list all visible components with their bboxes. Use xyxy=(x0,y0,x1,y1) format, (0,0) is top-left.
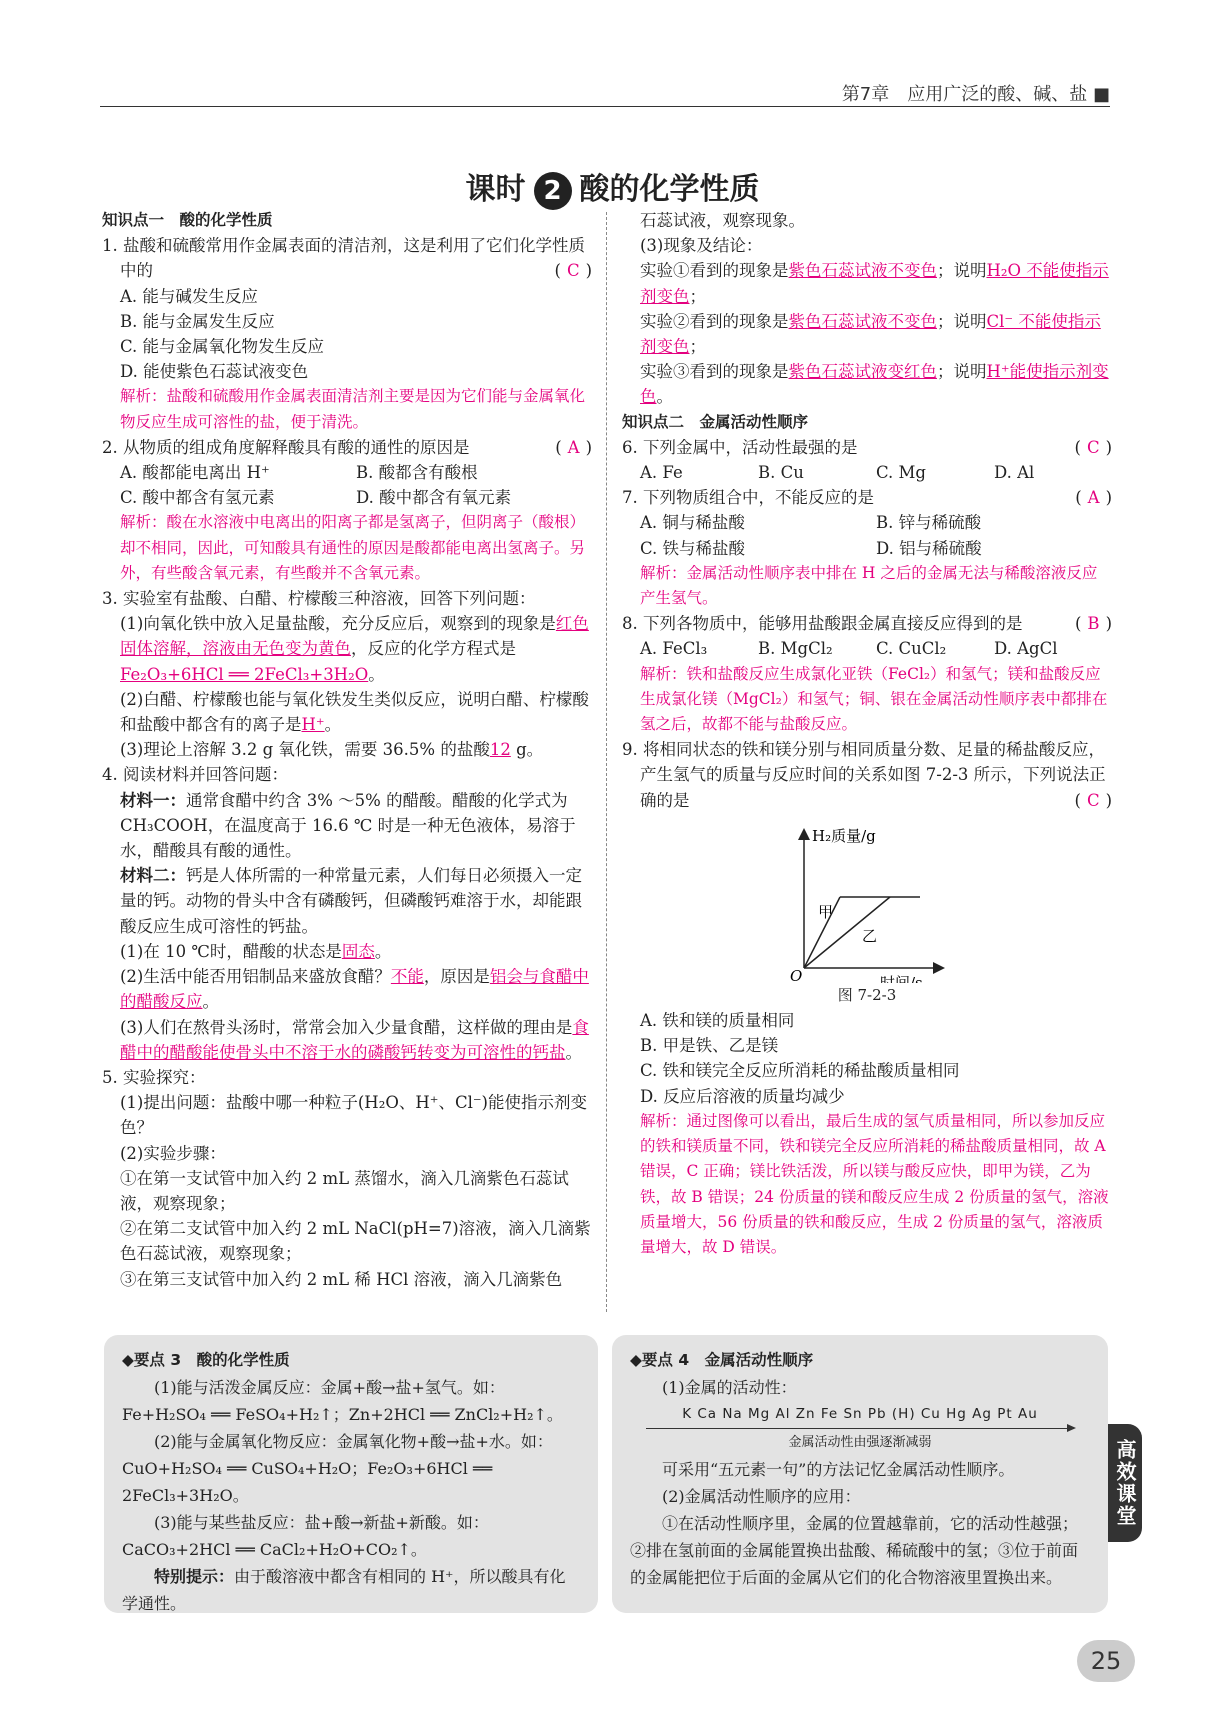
answer: A xyxy=(1087,488,1100,508)
question-8: 8. 下列各物质中，能够用盐酸跟金属直接反应得到的是 ( B ) xyxy=(622,614,1112,634)
material-2: 材料二：钙是人体所需的一种常量元素，人们每日必须摄入一定量的钙。动物的骨头中含有磷酸钙，但磷酸钙难溶于水，却能跟酸反应生成可溶性的钙盐。 xyxy=(120,866,582,936)
title-text: 酸的化学性质 xyxy=(579,172,760,207)
label-yi: 乙 xyxy=(862,926,878,945)
q5-part2: (2)实验步骤： xyxy=(120,1143,226,1163)
key-point-3-box xyxy=(104,1335,598,1613)
q5-part1: (1)提出问题：盐酸中哪一种粒子(H₂O、H⁺、Cl⁻)能使指示剂变色？ xyxy=(120,1093,587,1138)
left-column xyxy=(102,208,592,1292)
answer: C xyxy=(566,261,580,281)
explanation: 解析：金属活动性顺序表中排在 H 之后的金属无法与稀酸溶液反应产生氢气。 xyxy=(640,563,1098,608)
options-row: A. FeCl₃ B. MgCl₂ C. CuCl₂ D. AgCl xyxy=(640,639,1058,659)
y-axis-label: H₂质量/g xyxy=(812,826,876,845)
section-heading: 知识点二 金属活动性顺序 xyxy=(622,412,809,431)
section-heading: 知识点一 酸的化学性质 xyxy=(102,211,273,229)
answer: B xyxy=(1087,614,1100,634)
side-tab: 高效课堂 xyxy=(1108,1424,1142,1542)
q5-part3: (3)现象及结论： xyxy=(640,236,763,256)
option: D. 能使紫色石蕊试液变色 xyxy=(120,362,309,382)
column-divider xyxy=(606,212,607,1312)
question-2: 2. 从物质的组成角度解释酸具有酸的通性的原因是 ( A ) xyxy=(102,437,592,457)
option: C. 能与金属氧化物发生反应 xyxy=(120,337,325,357)
metal-activity-series: K Ca Na Mg Al Zn Fe Sn Pb (H) Cu Hg Ag Pt Au xyxy=(682,1406,1038,1422)
explanation: 解析：盐酸和硫酸用作金属表面清洁剂主要是因为它们能与金属氧化物反应生成可溶性的盐，便于清洗。 xyxy=(120,387,586,431)
x-axis-label: 时间/s xyxy=(880,973,923,983)
material-1: 材料一：通常食醋中约含 3% ～5% 的醋酸。醋酸的化学式为 CH₃COOH，在温度高于 16.6 ℃ 时是一种无色液体，易溶于水，醋酸具有酸的通性。 xyxy=(120,790,576,861)
q5-step: ①在第一支试管中加入约 2 mL 蒸馏水，滴入几滴紫色石蕊试液，观察现象； xyxy=(120,1168,569,1213)
right-column xyxy=(622,208,1112,1260)
option: A. 铁和镁的质量相同 xyxy=(640,1011,795,1031)
activity-arrow xyxy=(646,1428,1074,1429)
chapter-title: 第7章 应用广泛的酸、碱、盐 ■ xyxy=(841,84,1110,105)
q3-part3: (3)理论上溶解 3.2 g 氧化铁，需要 36.5% 的盐酸12 g。 xyxy=(120,740,544,760)
box-paragraph: ①在活动性顺序里，金属的位置越靠前，它的活动性越强；②排在氢前面的金属能置换出盐酸、稀硫酸中的氢；③位于前面的金属能把位于后面的金属从它们的化合物溶液里置换出来。 xyxy=(630,1514,1079,1587)
key-point-4-box xyxy=(612,1335,1108,1613)
q4-part3: (3)人们在熬骨头汤时，常常会加入少量食醋，这样做的理由是食醋中的醋酸能使骨头中不溶于水的磷酸钙转变为可溶性的钙盐。 xyxy=(120,1017,589,1062)
question-4: 4. 阅读材料并回答问题： xyxy=(102,765,288,785)
lesson-title xyxy=(0,164,1225,210)
question-1: 1. 盐酸和硫酸常用作金属表面的清洁剂，这是利用了它们化学性质中的 ( C ) xyxy=(102,236,592,281)
q3-part2: (2)白醋、柠檬酸也能与氧化铁发生类似反应，说明白醋、柠檬酸和盐酸中都含有的离子是H⁺。 xyxy=(120,689,589,735)
answer: A xyxy=(567,437,580,457)
result-3: 实验③看到的现象是紫色石蕊试液变红色；说明H⁺能使指示剂变色。 xyxy=(640,362,1109,407)
q3-part1: (1)向氧化铁中放入足量盐酸，充分反应后，观察到的现象是红色固体溶解，溶液由无色变为黄色，反应的化学方程式是Fe₂O₃+6HCl ══ 2FeCl₃+3H₂O。 xyxy=(120,614,589,684)
page-header xyxy=(100,78,1110,107)
options-row: A. 铜与稀盐酸 B. 锌与稀硫酸 xyxy=(640,513,982,533)
label-jia: 甲 xyxy=(818,902,834,921)
box-paragraph: (3)能与某些盐反应：盐+酸→新盐+新酸。如：CaCO₃+2HCl ══ CaCl₂+H₂O+CO₂↑。 xyxy=(122,1513,489,1559)
line-yi xyxy=(804,897,890,968)
page-number: 25 xyxy=(1077,1640,1135,1682)
option: C. 铁和镁完全反应所消耗的稀盐酸质量相同 xyxy=(640,1061,960,1081)
option: B. 甲是铁、乙是镁 xyxy=(640,1036,779,1056)
question-6: 6. 下列金属中，活动性最强的是 ( C ) xyxy=(622,437,1112,457)
question-5: 5. 实验探究： xyxy=(102,1067,206,1087)
explanation: 解析：酸在水溶液中电离出的阳离子都是氢离子，但阴离子（酸根）却不相同，因此，可知酸具有通性的原因是酸都能电离出氢离子。另外，有些酸含氧元素，有些酸并不含氧元素。 xyxy=(120,513,586,582)
h2-time-graph xyxy=(622,813,1112,983)
explanation: 解析：通过图像可以看出，最后生成的氢气质量相同，所以参加反应的铁和镁质量不同，铁和镁完全反应所消耗的稀盐酸质量相同，故 A 错误，C 正确；镁比铁活泼，所以镁与酸反应快，即甲为镁，乙为铁，故 B 错误；24 份质量的镁和酸反应生成 2 份质量的氢气，溶液质量增大，56 份质量的铁和酸反应，生成 2 份质量的氢气，溶液质量增大，故 D 错误。 xyxy=(640,1111,1109,1256)
figure-7-2-3 xyxy=(622,813,1112,983)
option: A. 能与碱发生反应 xyxy=(120,286,258,306)
box-paragraph: (1)能与活泼金属反应：金属+酸→盐+氢气。如：Fe+H₂SO₄ ══ FeSO₄+H₂↑；Zn+2HCl ══ ZnCl₂+H₂↑。 xyxy=(122,1378,563,1424)
question-7: 7. 下列物质组合中，不能反应的是 ( A ) xyxy=(622,488,1112,508)
q5-step: ③在第三支试管中加入约 2 mL 稀 HCl 溶液，滴入几滴紫色 xyxy=(120,1269,563,1289)
answer: C xyxy=(1086,790,1100,810)
q5-continued: 石蕊试液，观察现象。 xyxy=(640,211,805,230)
options-row: A. Fe B. Cu C. Mg D. Al xyxy=(640,463,1035,483)
figure-caption: 图 7-2-3 xyxy=(837,985,897,1004)
q4-part1: (1)在 10 ℃时，醋酸的状态是固态。 xyxy=(120,941,392,961)
box-paragraph: (1)金属的活动性： xyxy=(662,1378,797,1397)
arrow-label: 金属活动性由强逐渐减弱 xyxy=(788,1435,932,1450)
box-title: ◆要点 4 金属活动性顺序 xyxy=(630,1351,814,1369)
box-paragraph: (2)能与金属氧化物反应：金属氧化物+酸→盐+水。如：CuO+H₂SO₄ ══ CuSO₄+H₂O；Fe₂O₃+6HCl ══ 2FeCl₃+3H₂O。 xyxy=(122,1432,553,1505)
q5-step: ②在第二支试管中加入约 2 mL NaCl(pH=7)溶液，滴入几滴紫色石蕊试液，观察现象； xyxy=(120,1219,591,1264)
box-paragraph: 可采用“五元素一句”的方法记忆金属活动性顺序。 xyxy=(662,1460,1015,1479)
origin-label: O xyxy=(790,966,803,983)
options-row: A. 酸都能电离出 H⁺ B. 酸都含有酸根 xyxy=(120,463,478,483)
title-prefix: 课时 xyxy=(465,172,526,207)
explanation: 解析：铁和盐酸反应生成氯化亚铁（FeCl₂）和氢气；镁和盐酸反应生成氯化镁（MgCl₂）和氢气；铜、银在金属活动性顺序表中都排在氢之后，故都不能与盐酸反应。 xyxy=(640,664,1108,734)
answer: C xyxy=(1086,437,1100,457)
box-tip: 特别提示：由于酸溶液中都含有相同的 H⁺，所以酸具有化学通性。 xyxy=(122,1567,566,1613)
question-9: 9. 将相同状态的铁和镁分别与相同质量分数、足量的稀盐酸反应，产生氢气的质量与反应时间的关系如图 7-2-3 所示，下列说法正确的是 ( C ) xyxy=(622,740,1112,810)
options-row: C. 铁与稀盐酸 D. 铝与稀硫酸 xyxy=(640,538,982,558)
options-row: C. 酸中都含有氢元素 D. 酸中都含有氧元素 xyxy=(120,488,512,508)
box-paragraph: (2)金属活动性顺序的应用： xyxy=(662,1487,861,1506)
result-1: 实验①看到的现象是紫色石蕊试液不变色；说明H₂O 不能使指示剂变色； xyxy=(640,261,1109,306)
question-3: 3. 实验室有盐酸、白醋、柠檬酸三种溶液，回答下列问题： xyxy=(102,589,536,609)
q4-part2: (2)生活中能否用铝制品来盛放食醋？不能，原因是铝会与食醋中的醋酸反应。 xyxy=(120,967,589,1012)
result-2: 实验②看到的现象是紫色石蕊试液不变色；说明Cl⁻ 不能使指示剂变色； xyxy=(640,311,1101,357)
option: D. 反应后溶液的质量均减少 xyxy=(640,1086,845,1106)
lesson-number: 2 xyxy=(534,172,572,210)
option: B. 能与金属发生反应 xyxy=(120,311,275,331)
box-title: ◆要点 3 酸的化学性质 xyxy=(122,1351,290,1369)
